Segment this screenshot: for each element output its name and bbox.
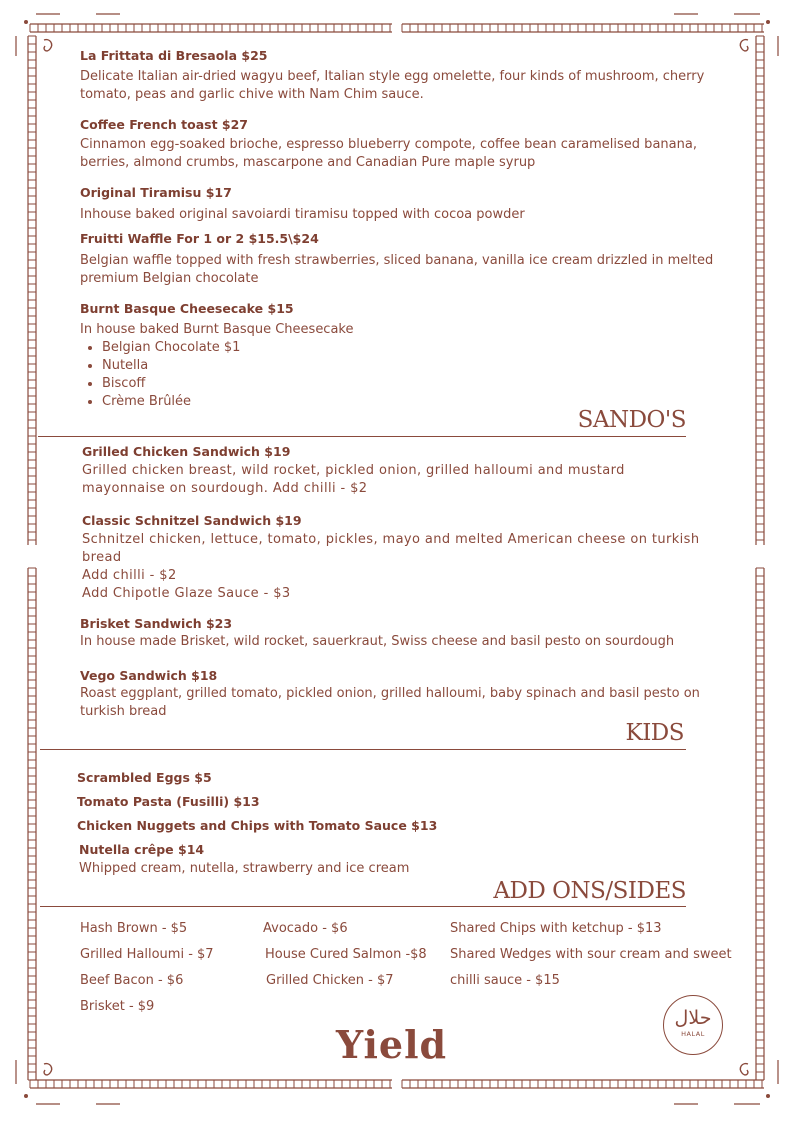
- item-name-grilled-chicken-sandwich: Grilled Chicken Sandwich $19: [82, 444, 291, 459]
- schnitzel-extra-chilli: Add chilli - $2: [82, 568, 177, 583]
- list-item: • Biscoff: [102, 375, 240, 393]
- list-item: • Belgian Chocolate $1: [102, 339, 240, 357]
- item-name-tiramisu: Original Tiramisu $17: [80, 185, 232, 200]
- section-divider: [40, 749, 686, 750]
- item-name-tomato-pasta: Tomato Pasta (Fusilli) $13: [77, 794, 260, 809]
- addon-grilled-chicken: Grilled Chicken - $7: [266, 973, 394, 988]
- brand-logo: Yield: [336, 1022, 448, 1067]
- item-name-vego-sandwich: Vego Sandwich $18: [80, 668, 218, 683]
- section-divider: [40, 906, 686, 907]
- addon-shared-wedges: Shared Wedges with sour cream and sweet: [450, 947, 732, 962]
- addon-shared-chips: Shared Chips with ketchup - $13: [450, 921, 662, 936]
- halal-badge: [663, 995, 723, 1055]
- item-name-cheesecake: Burnt Basque Cheesecake $15: [80, 301, 294, 316]
- addon-brisket: Brisket - $9: [80, 999, 155, 1014]
- item-name-brisket-sandwich: Brisket Sandwich $23: [80, 616, 233, 631]
- item-desc-tiramisu: Inhouse baked original savoiardi tiramisu topped with cocoa powder: [80, 207, 525, 222]
- item-desc-vego-sandwich: Roast eggplant, grilled tomato, pickled onion, grilled halloumi, baby spinach and basil pesto on turkish bread: [80, 686, 700, 719]
- item-name-waffle: Fruitti Waffle For 1 or 2 $15.5\$24: [80, 231, 319, 246]
- schnitzel-extra-chipotle: Add Chipotle Glaze Sauce - $3: [82, 586, 291, 601]
- section-divider: [38, 436, 686, 437]
- item-desc-schnitzel-sandwich: Schnitzel chicken, lettuce, tomato, pickles, mayo and melted American cheese on turkish bread: [82, 532, 700, 565]
- item-name-nutella-crepe: Nutella crêpe $14: [79, 842, 205, 857]
- section-heading-addons: ADD ONS/SIDES: [493, 878, 686, 904]
- item-desc-frittata: Delicate Italian air-dried wagyu beef, Italian style egg omelette, four kinds of mushroom, cherry tomato, peas and garlic chive with Nam Chim sauce.: [80, 69, 705, 102]
- item-name-chicken-nuggets: Chicken Nuggets and Chips with Tomato Sauce $13: [77, 818, 438, 833]
- item-name-scrambled-eggs: Scrambled Eggs $5: [77, 770, 212, 785]
- cheesecake-options-list: [80, 339, 240, 411]
- section-heading-kids: KIDS: [625, 720, 684, 746]
- item-name-frittata: La Frittata di Bresaola $25: [80, 48, 268, 63]
- item-desc-waffle: Belgian waffle topped with fresh strawberries, sliced banana, vanilla ice cream drizzled in melted premium Belgian chocolate: [80, 253, 714, 286]
- halal-label: HALAL: [681, 1030, 705, 1038]
- item-name-french-toast: Coffee French toast $27: [80, 117, 248, 132]
- section-heading-sando: SANDO'S: [577, 407, 686, 433]
- list-item: • Crème Brûlée: [102, 393, 240, 411]
- item-desc-french-toast: Cinnamon egg-soaked brioche, espresso blueberry compote, coffee bean caramelised banana, berries, almond crumbs, mascarpone and Canadian Pure maple syrup: [80, 137, 697, 170]
- item-desc-cheesecake: In house baked Burnt Basque Cheesecake: [80, 322, 354, 337]
- addon-grilled-halloumi: Grilled Halloumi - $7: [80, 947, 214, 962]
- addon-shared-wedges-cont: chilli sauce - $15: [450, 973, 560, 988]
- item-desc-brisket-sandwich: In house made Brisket, wild rocket, sauerkraut, Swiss cheese and basil pesto on sourdough: [80, 634, 675, 649]
- item-desc-nutella-crepe: Whipped cream, nutella, strawberry and ice cream: [79, 861, 410, 876]
- addon-house-cured-salmon: House Cured Salmon -$8: [265, 947, 427, 962]
- addon-beef-bacon: Beef Bacon - $6: [80, 973, 184, 988]
- addon-avocado: Avocado - $6: [263, 921, 348, 936]
- list-item: • Nutella: [102, 357, 240, 375]
- addon-hash-brown: Hash Brown - $5: [80, 921, 188, 936]
- item-desc-grilled-chicken-sandwich: Grilled chicken breast, wild rocket, pickled onion, grilled halloumi and mustard mayonnaise on sourdough. Add chilli - $2: [82, 463, 625, 496]
- halal-arabic-text: حلال: [674, 1007, 712, 1029]
- item-name-schnitzel-sandwich: Classic Schnitzel Sandwich $19: [82, 513, 302, 528]
